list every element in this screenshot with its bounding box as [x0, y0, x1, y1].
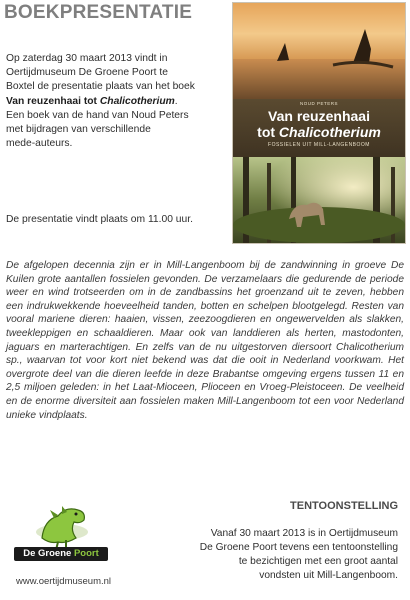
cover-title-line2 — [233, 125, 405, 141]
website-link[interactable]: www.oertijdmuseum.nl — [16, 576, 112, 587]
intro-line: mede-auteurs. — [6, 138, 73, 150]
exhibition-line: te bezichtigen met een groot aantal — [238, 556, 398, 567]
exhibition-line: vondsten uit Mill-Langenboom. — [259, 570, 398, 581]
book-title-text: Van reuzenhaai tot — [6, 95, 100, 107]
cover-title — [233, 109, 405, 140]
book-title-line — [6, 95, 224, 109]
exhibition-line: Vanaf 30 maart 2013 is in Oertijdmuseum — [210, 528, 398, 539]
exhibition-text — [188, 527, 398, 583]
exhibition-heading: TENTOONSTELLING — [290, 500, 398, 512]
intro-line: Op zaterdag 30 maart 2013 vindt in — [6, 53, 168, 64]
intro-text — [6, 52, 224, 151]
cover-subtitle: FOSSIELEN UIT MILL-LANGENBOOM — [268, 142, 370, 148]
logo-wordmark — [14, 547, 108, 561]
intro-line: met bijdragen van verschillende — [6, 124, 151, 136]
exhibition-line: De Groene Poort tevens een tentoonstelling — [199, 542, 398, 553]
cover-title-prefix: tot — [257, 123, 279, 140]
cover-title-line1: Van reuzenhaai — [268, 108, 370, 124]
dinosaur-icon — [4, 500, 116, 578]
cover-author: NOUD PETERS — [299, 101, 338, 106]
museum-logo — [4, 500, 116, 578]
book-title-end: . — [174, 95, 178, 107]
logo-wordmark-part1: De Groene — [23, 548, 74, 559]
presentation-time: De presentatie vindt plaats om 11.00 uur. — [6, 214, 193, 225]
page-heading: BOEKPRESENTATIE — [4, 2, 193, 23]
cover-title-italic: Chalicotherium — [278, 123, 381, 140]
body-paragraph: De afgelopen decennia zijn er in Mill-Langenboom bij de zandwinning in groeve De Kuilen grote aantallen fossielen gevonden. De verzamelaars die gedurende de periode weer en wind trotseerden om in de zandbassins het groenzand uit te zeven, hebben een indrukwekkende hoeveelheid tanden, botten en schelpen blootgelegd. Resten van vooral mariene dieren: haaien, vissen, zeezoogdieren en ongewervelden als slakken, tweekleppigen en schaaldieren. Maar ook van landdieren als herten, mastodonten, jaguars en marterachtigen. En zelfs van de nu uitgestorven diersoort Chalicotherium sp., waarvan tot voor kort niet bekend was dat die ooit in Nederland voorkwam. Het overgrote deel van die dieren leefde in deze Brabantse omgeving ergens tussen 11 en 2,5 miljoen geleden: in het Laat-Mioceen, Plioceen en Vroeg-Pleistoceen. De veelheid en de enorme diversiteit aan fossielen maken Mill-Langenboom tot een voor Nederland unieke vindplaats. — [6, 260, 404, 421]
intro-line: Oertijdmuseum De Groene Poort te — [6, 67, 168, 79]
logo-wordmark-part2: Poort — [73, 548, 99, 559]
intro-line: Boxtel de presentatie plaats van het boek — [6, 81, 195, 93]
book-title-italic: Chalicotherium — [99, 95, 175, 107]
intro-line: Een boek van de hand van Noud Peters — [6, 109, 189, 121]
book-cover-image — [233, 3, 405, 243]
